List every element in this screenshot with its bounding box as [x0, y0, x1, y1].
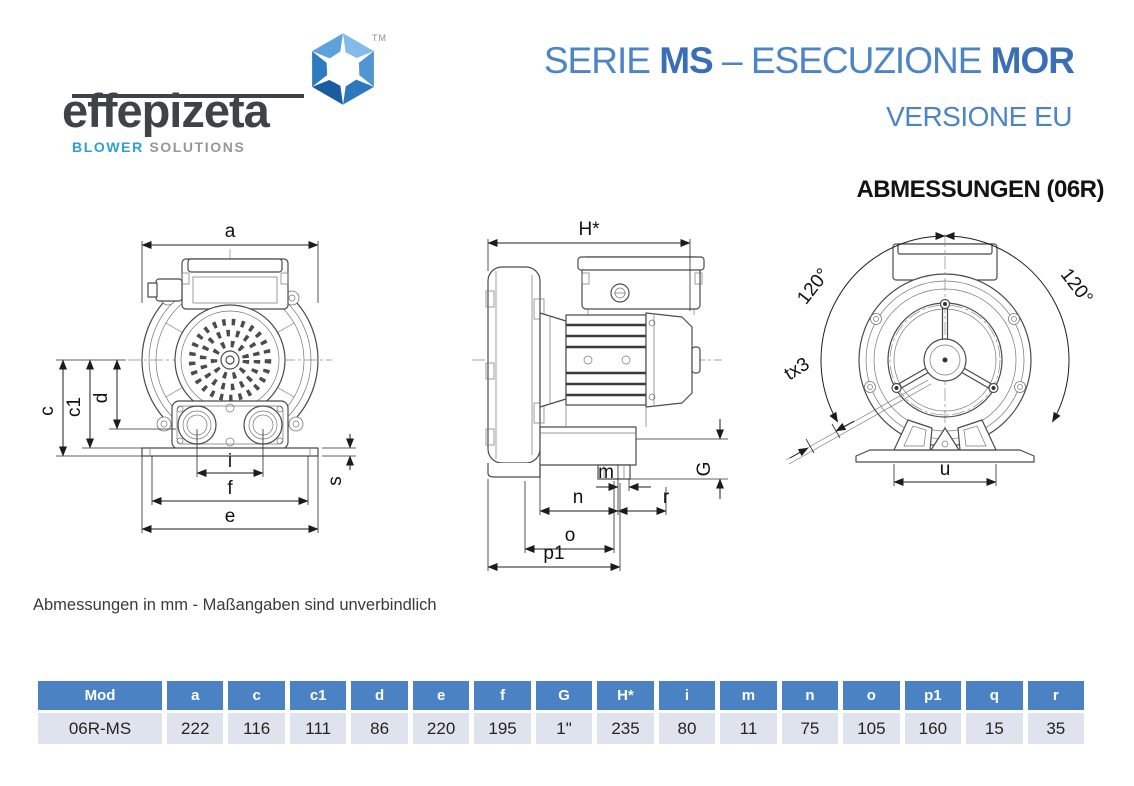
side-dim-h-label: H*	[578, 219, 600, 240]
table-header-m: m	[720, 681, 776, 710]
side-dim-p1-label: p1	[543, 543, 565, 564]
side-view-drawing	[470, 215, 760, 575]
table-header-o: o	[843, 681, 899, 710]
section-title: ABMESSUNGEN (06R)	[856, 176, 1104, 203]
table-header-e: e	[413, 681, 469, 710]
table-cell-mod: 06R-MS	[38, 713, 162, 744]
table-header-h: H*	[597, 681, 653, 710]
table-header-d: d	[351, 681, 407, 710]
table-header-c1: c1	[290, 681, 346, 710]
side-dim-o-label: o	[564, 525, 576, 546]
brand-tagline-solutions: SOLUTIONS	[149, 139, 246, 155]
front-dim-d-label: d	[91, 392, 112, 404]
brand-tagline-blower: BLOWER	[72, 139, 144, 155]
table-header-row	[38, 681, 1084, 710]
table-cell-c: 116	[228, 713, 284, 744]
table-cell-c1: 111	[290, 713, 346, 744]
table-header-a: a	[167, 681, 223, 710]
table-cell-q: 15	[966, 713, 1022, 744]
side-dim-n-label: n	[572, 487, 584, 508]
table-value-row	[38, 713, 1084, 744]
table-header-n: n	[782, 681, 838, 710]
front-dim-c-label: c	[37, 406, 58, 416]
table-header-i: i	[659, 681, 715, 710]
side-dim-g-label: G	[694, 461, 715, 477]
table-header-c: c	[228, 681, 284, 710]
table-cell-o: 105	[843, 713, 899, 744]
table-cell-a: 222	[167, 713, 223, 744]
side-dim-r-label: r	[662, 487, 670, 508]
table-cell-r: 35	[1028, 713, 1084, 744]
table-header-g: G	[536, 681, 592, 710]
title-execution-value: MOR	[990, 40, 1074, 81]
table-header-p1: p1	[905, 681, 961, 710]
title-series-label: SERIE	[543, 40, 650, 81]
table-cell-n: 75	[782, 713, 838, 744]
front-dim-c1-label: c1	[64, 396, 85, 418]
rear-dim-t-label: tx3	[780, 353, 814, 385]
front-dim-f-label: f	[227, 478, 233, 499]
table-cell-f: 195	[474, 713, 530, 744]
rear-angle-right-label: 120°	[1055, 264, 1097, 309]
table-header-f: f	[474, 681, 530, 710]
table-cell-p1: 160	[905, 713, 961, 744]
front-view-drawing	[30, 215, 380, 565]
front-dim-i-label: i	[227, 451, 233, 472]
side-dim-m-label: m	[598, 462, 614, 483]
dimensions-table	[38, 681, 1084, 744]
table-header-r: r	[1028, 681, 1084, 710]
table-cell-h: 235	[597, 713, 653, 744]
front-dim-a-label: a	[224, 221, 236, 242]
brand-tagline	[72, 139, 245, 155]
rear-dim-u-label: u	[939, 459, 951, 480]
rear-angle-left-label: 120°	[793, 264, 835, 309]
title-separator: –	[721, 40, 742, 81]
table-header-mod: Mod	[38, 681, 162, 710]
table-cell-g: 1"	[536, 713, 592, 744]
title-series-value: MS	[659, 40, 713, 81]
trademark-label: TM	[372, 33, 387, 43]
version-subtitle: VERSIONE EU	[886, 101, 1072, 132]
table-cell-m: 11	[720, 713, 776, 744]
dimensions-note: Abmessungen in mm - Maßangaben sind unverbindlich	[33, 596, 437, 614]
table-cell-i: 80	[659, 713, 715, 744]
brand-name: effepizeta	[62, 84, 269, 137]
table-header-q: q	[966, 681, 1022, 710]
title-execution-label: ESECUZIONE	[750, 40, 982, 81]
table-cell-e: 220	[413, 713, 469, 744]
front-dim-e-label: e	[224, 506, 236, 527]
table-cell-d: 86	[351, 713, 407, 744]
document-title	[544, 40, 1074, 82]
rear-view-drawing	[780, 218, 1110, 508]
front-dim-s-label: s	[325, 476, 346, 486]
